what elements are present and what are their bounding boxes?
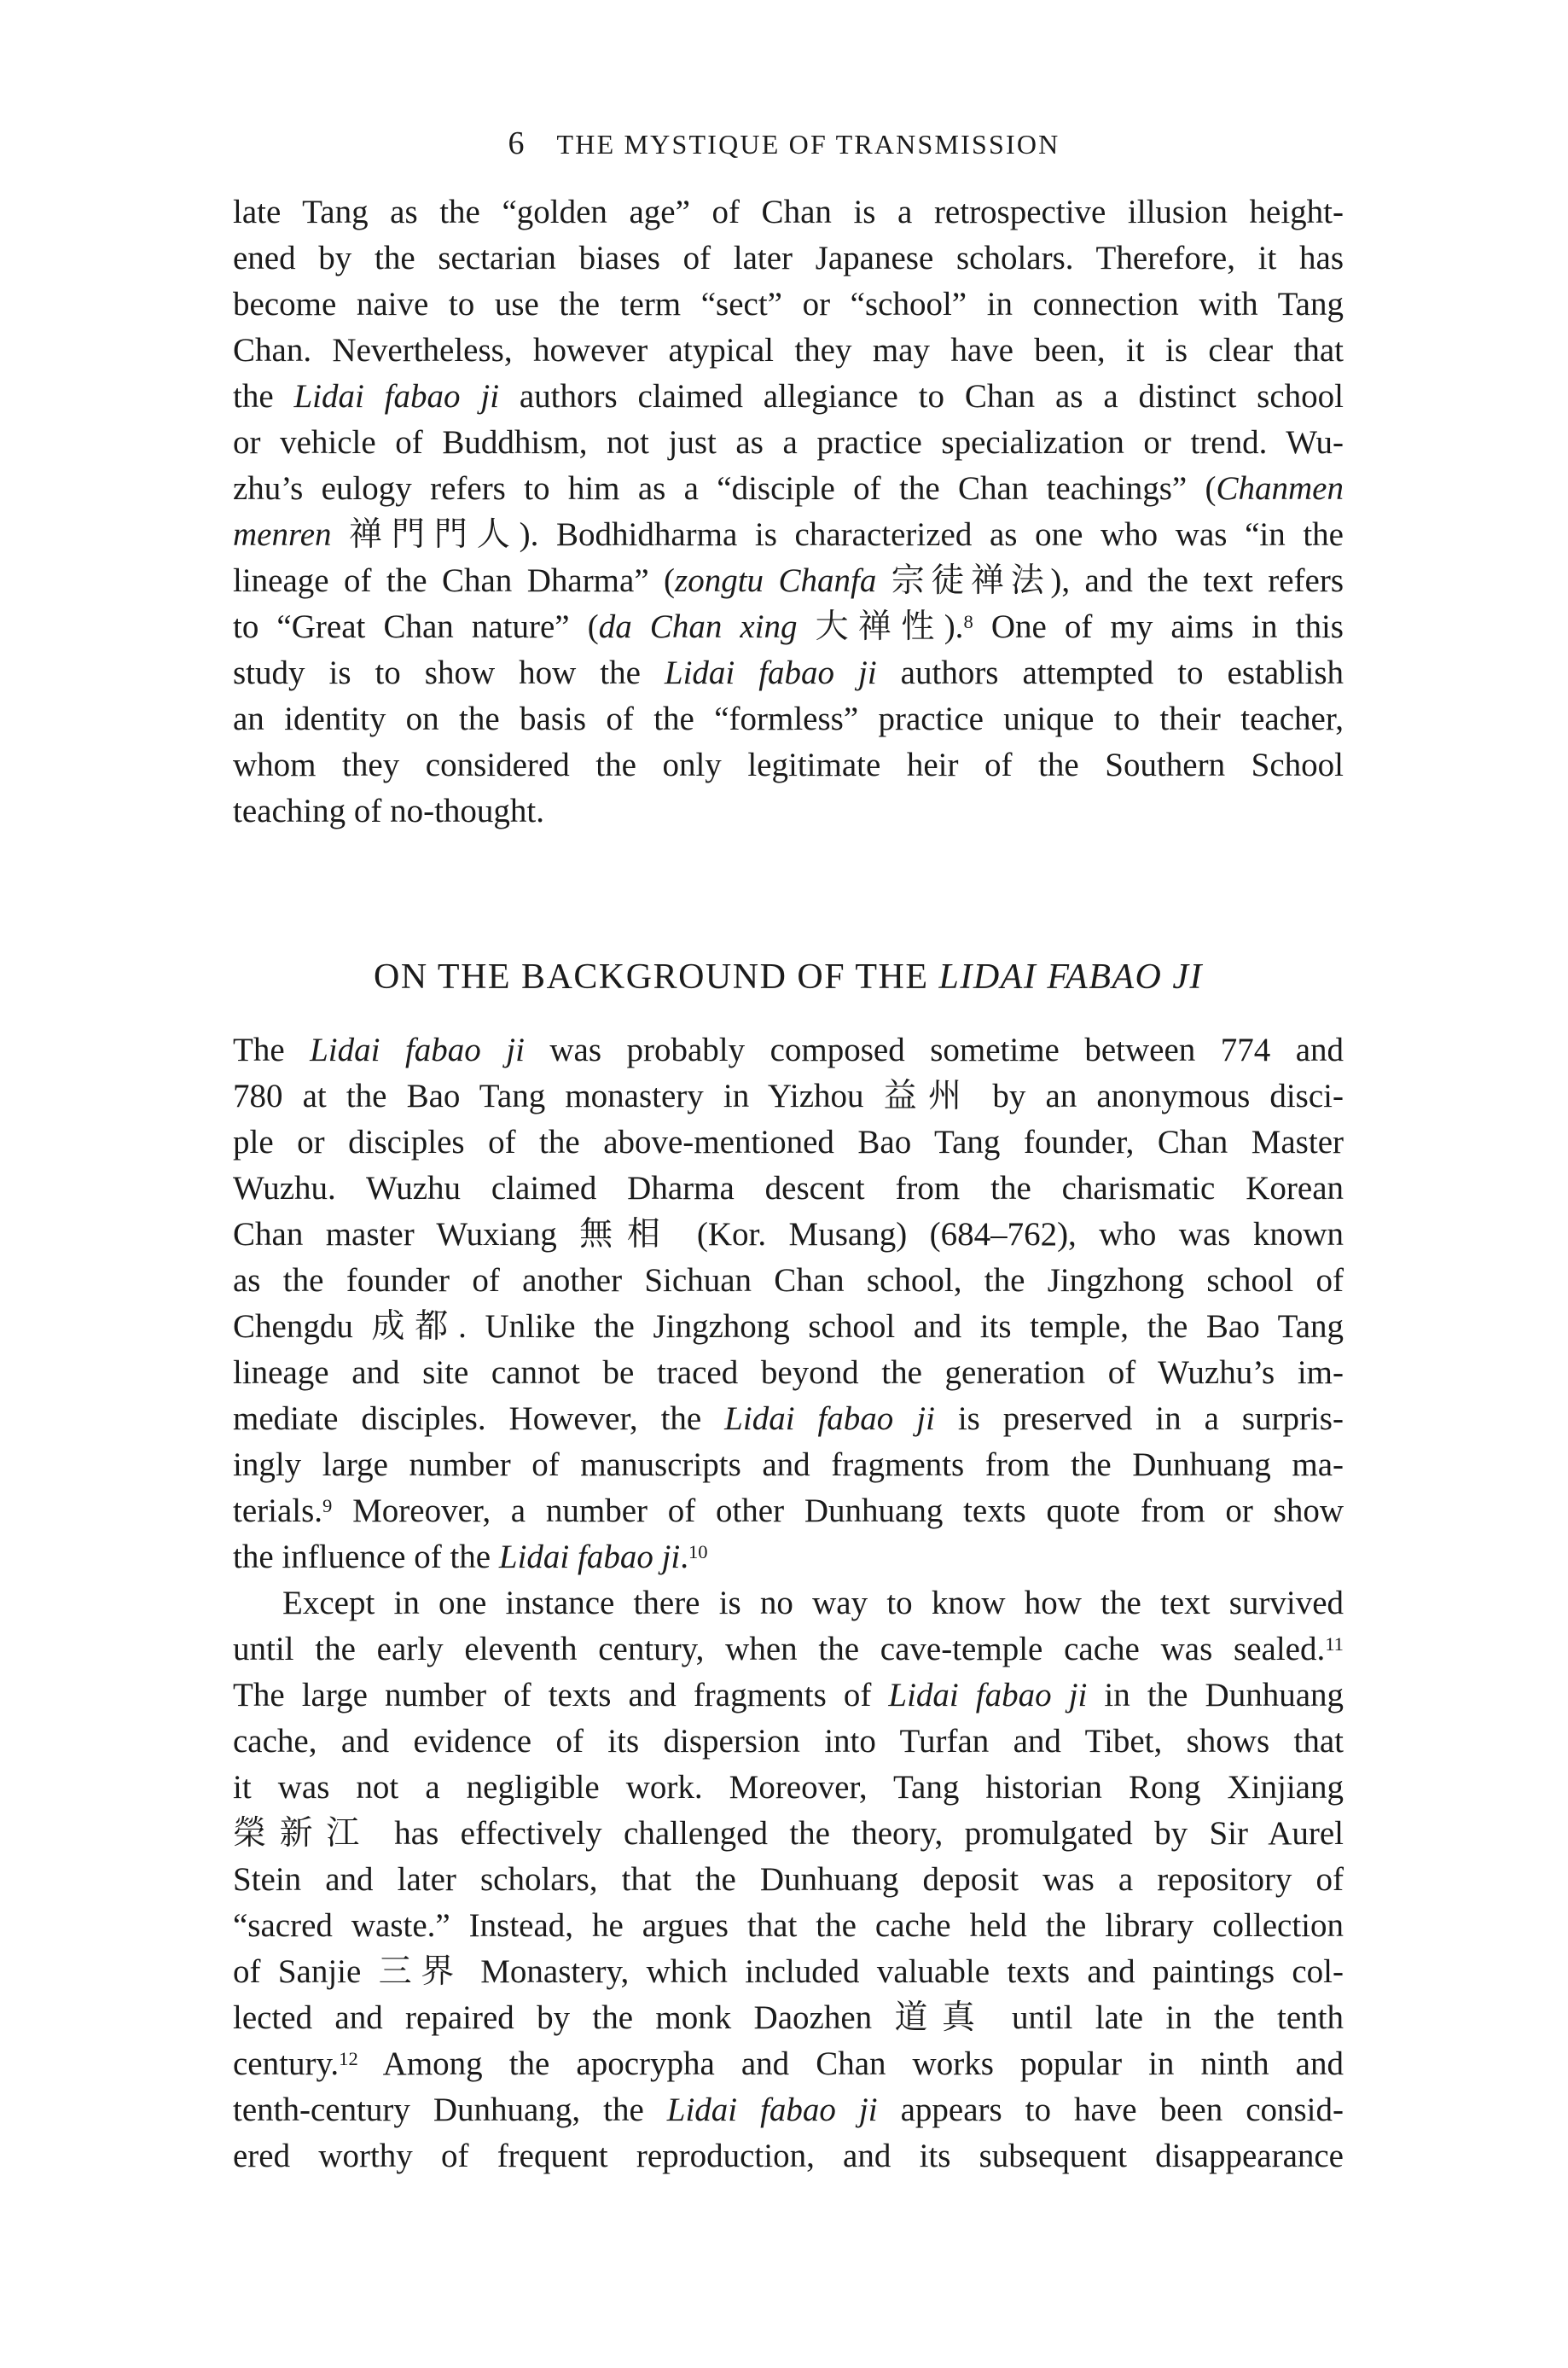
- footnote-reference: 8: [963, 611, 973, 633]
- text-segment: ingly large number of manuscripts and fragments from the Dunhuang ma-: [233, 1446, 1344, 1483]
- text-segment: Chengdu 成都. Unlike the Jingzhong school and its temple, the Bao Tang: [233, 1308, 1344, 1345]
- text-line: [233, 1027, 1344, 1073]
- text-segment: it was not a negligible work. Moreover, Tang historian Rong Xinjiang: [233, 1769, 1344, 1806]
- text-line: [233, 420, 1344, 466]
- text-line: [233, 1534, 1344, 1580]
- text-segment: the influence of the: [233, 1539, 499, 1575]
- text-segment: Except in one instance there is no way to know how the text survived: [282, 1585, 1344, 1621]
- page-number: 6: [508, 125, 525, 161]
- text-line: [233, 236, 1344, 282]
- text-segment: an identity on the basis of the “formless” practice unique to their teacher,: [233, 701, 1344, 737]
- text-segment: authors claimed allegiance to Chan as a distinct school: [499, 378, 1344, 415]
- footnote-reference: 12: [339, 2048, 358, 2070]
- text-line: [233, 742, 1344, 788]
- text-segment: ered worthy of frequent reproduction, and its subsequent disappearance: [233, 2138, 1344, 2174]
- text-segment: .: [680, 1539, 688, 1575]
- text-line: [233, 374, 1344, 420]
- text-line: [233, 1719, 1344, 1765]
- text-line: [233, 1488, 1344, 1534]
- text-segment: is preserved in a surpris-: [934, 1400, 1344, 1437]
- running-head-title: THE MYSTIQUE OF TRANSMISSION: [556, 129, 1060, 160]
- text-segment: cache, and evidence of its dispersion into Turfan and Tibet, shows that: [233, 1723, 1344, 1760]
- text-segment: Chan master Wuxiang 無相 (Kor. Musang) (684–762), who was known: [233, 1216, 1344, 1253]
- text-line: [233, 1120, 1344, 1166]
- text-segment: Among the apocrypha and Chan works popular in ninth and: [357, 2045, 1344, 2082]
- text-segment: “sacred waste.” Instead, he argues that the cache held the library collection: [233, 1907, 1344, 1944]
- text-line: [233, 1903, 1344, 1949]
- text-line: [233, 466, 1344, 512]
- text-line: [233, 1350, 1344, 1396]
- text-line: [233, 1166, 1344, 1212]
- text-line: [233, 1396, 1344, 1442]
- text-line: [233, 1212, 1344, 1258]
- italic-text: Lidai fabao ji: [310, 1032, 525, 1068]
- text-segment: terials.: [233, 1492, 323, 1529]
- text-line: [233, 1304, 1344, 1350]
- text-segment: Stein and later scholars, that the Dunhuang deposit was a repository of: [233, 1861, 1344, 1898]
- text-line: [233, 2087, 1344, 2133]
- running-head: [229, 125, 1339, 162]
- text-segment: The large number of texts and fragments of: [233, 1677, 889, 1713]
- text-line: [233, 1626, 1344, 1673]
- text-segment: 780 at the Bao Tang monastery in Yizhou 益州 by an anonymous disci-: [233, 1078, 1344, 1114]
- text-line: [233, 696, 1344, 742]
- text-line: [233, 1073, 1344, 1120]
- text-segment: the: [233, 378, 294, 415]
- section-heading: [233, 954, 1344, 1000]
- italic-text: zongtu Chanfa: [675, 562, 877, 599]
- text-line: [233, 1995, 1344, 2041]
- text-segment: mediate disciples. However, the: [233, 1400, 725, 1437]
- italic-text: Lidai fabao ji: [888, 1677, 1088, 1713]
- text-segment: 榮新江 has effectively challenged the theory, promulgated by Sir Aurel: [233, 1815, 1344, 1852]
- text-segment: century.: [233, 2045, 340, 2082]
- text-segment: as the founder of another Sichuan Chan school, the Jingzhong school of: [233, 1262, 1344, 1299]
- text-line: [233, 604, 1344, 650]
- text-line: [233, 512, 1344, 558]
- italic-text: da Chan xing: [598, 608, 798, 645]
- italic-text: Chanmen: [1216, 470, 1344, 507]
- text-line: [233, 1580, 1344, 1626]
- text-column: [233, 189, 1344, 2179]
- text-line: [233, 558, 1344, 604]
- text-segment: 禅門門人). Bodhidharma is characterized as one who was “in the: [331, 516, 1344, 553]
- text-segment: of Sanjie 三界 Monastery, which included valuable texts and paintings col-: [233, 1953, 1344, 1990]
- text-line: [233, 1949, 1344, 1995]
- text-line: [233, 788, 1344, 835]
- text-segment: late Tang as the “golden age” of Chan is a retrospective illusion height-: [233, 194, 1344, 230]
- text-segment: lected and repaired by the monk Daozhen 道真 until late in the tenth: [233, 1999, 1344, 2036]
- italic-text: Lidai fabao ji: [664, 655, 877, 691]
- text-segment: The: [233, 1032, 311, 1068]
- text-segment: in the Dunhuang: [1087, 1677, 1344, 1713]
- text-segment: tenth-century Dunhuang, the: [233, 2092, 667, 2128]
- text-line: [233, 1811, 1344, 1857]
- text-segment: authors attempted to establish: [876, 655, 1344, 691]
- text-segment: ple or disciples of the above-mentioned Bao Tang founder, Chan Master: [233, 1124, 1344, 1161]
- text-segment: One of my aims in this: [973, 608, 1344, 645]
- text-segment: or vehicle of Buddhism, not just as a practice specialization or trend. Wu-: [233, 424, 1344, 461]
- text-line: [233, 189, 1344, 236]
- footnote-reference: 10: [688, 1541, 708, 1563]
- italic-text: Lidai fabao ji: [293, 378, 500, 415]
- italic-text: Lidai fabao ji: [666, 2092, 878, 2128]
- text-line: [233, 1442, 1344, 1488]
- text-segment: Wuzhu. Wuzhu claimed Dharma descent from the charismatic Korean: [233, 1170, 1344, 1207]
- italic-text: LIDAI FABAO JI: [938, 957, 1203, 997]
- text-segment: appears to have been consid-: [877, 2092, 1344, 2128]
- text-segment: 宗徒禅法), and the text refers: [876, 562, 1344, 599]
- text-line: [233, 1857, 1344, 1903]
- text-segment: until the early eleventh century, when the cave-temple cache was sealed.: [233, 1631, 1326, 1667]
- italic-text: Lidai fabao ji: [724, 1400, 935, 1437]
- text-segment: whom they considered the only legitimate heir of the Southern School: [233, 747, 1344, 783]
- text-segment: become naive to use the term “sect” or “school” in connection with Tang: [233, 286, 1344, 323]
- text-segment: Moreover, a number of other Dunhuang texts quote from or show: [332, 1492, 1344, 1529]
- text-line: [233, 650, 1344, 696]
- text-line: [233, 2041, 1344, 2087]
- italic-text: menren: [233, 516, 332, 553]
- text-segment: teaching of no-thought.: [233, 793, 544, 829]
- text-segment: Chan. Nevertheless, however atypical they may have been, it is clear that: [233, 332, 1344, 369]
- italic-text: Lidai fabao ji: [498, 1539, 681, 1575]
- text-segment: ened by the sectarian biases of later Japanese scholars. Therefore, it has: [233, 240, 1344, 276]
- text-segment: 大禅性).: [797, 608, 964, 645]
- text-line: [233, 328, 1344, 374]
- footnote-reference: 9: [322, 1495, 333, 1517]
- text-segment: was probably composed sometime between 774 and: [524, 1032, 1344, 1068]
- text-segment: ON THE BACKGROUND OF THE: [374, 957, 939, 997]
- text-line: [233, 1258, 1344, 1304]
- footnote-reference: 11: [1325, 1633, 1344, 1655]
- text-segment: study is to show how the: [233, 655, 665, 691]
- text-line: [233, 2133, 1344, 2179]
- text-segment: zhu’s eulogy refers to him as a “disciple of the Chan teachings” (: [233, 470, 1217, 507]
- text-segment: to “Great Chan nature” (: [233, 608, 599, 645]
- text-line: [233, 1673, 1344, 1719]
- text-segment: lineage and site cannot be traced beyond the generation of Wuzhu’s im-: [233, 1354, 1344, 1391]
- text-segment: lineage of the Chan Dharma” (: [233, 562, 676, 599]
- text-line: [233, 282, 1344, 328]
- text-line: [233, 1765, 1344, 1811]
